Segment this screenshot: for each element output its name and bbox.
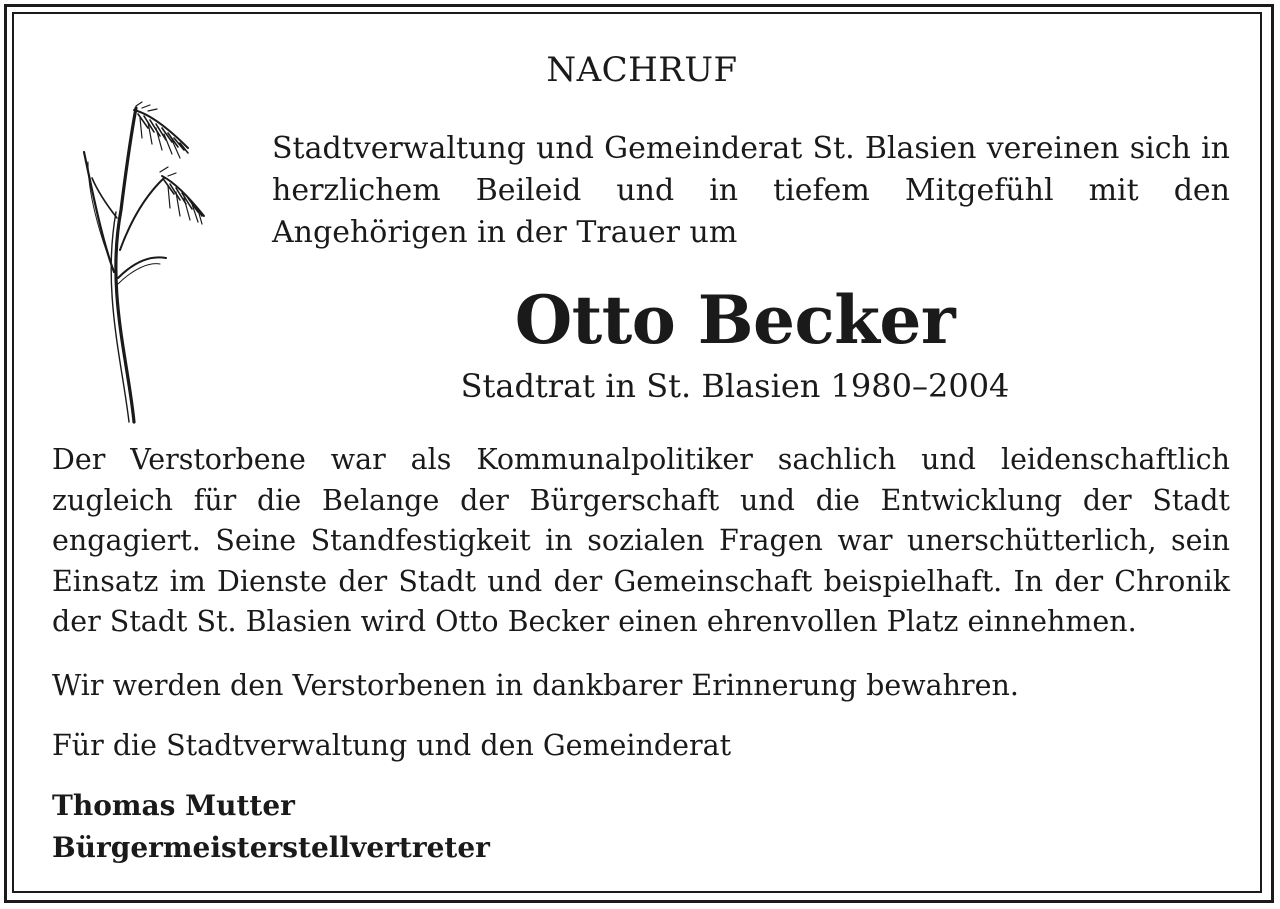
deceased-role: Stadtrat in St. Blasien 1980–2004: [460, 367, 1010, 405]
condolence-intro: Stadtverwaltung und Gemeinderat St. Blasien vereinen sich in herzlichem Beileid und in tiefem Mitgefühl mit den Angehörigen in der Trauer um: [272, 131, 1230, 250]
on-behalf-line: Für die Stadtverwaltung und den Gemeinderat: [52, 729, 732, 762]
signer-title: Bürgermeisterstellvertreter: [52, 831, 490, 864]
closing-line: Wir werden den Verstorbenen in dankbarer Erinnerung bewahren.: [52, 669, 1019, 702]
grass-stalk-icon: [76, 100, 221, 425]
deceased-name: Otto Becker: [514, 281, 956, 359]
tribute-paragraph: Der Verstorbene war als Kommunalpolitiker sachlich und leidenschaftlich zugleich für die Belange der Bürgerschaft und die Entwicklung der Stadt engagiert. Seine Standfestigkeit in sozialen Fragen war unerschütterlich, sein Einsatz im Dienste der Stadt und der Gemeinschaft beispielhaft. In der Chronik der Stadt St. Blasien wird Otto Becker einen ehrenvollen Platz einnehmen.: [52, 443, 1230, 638]
signer-name: Thomas Mutter: [52, 789, 295, 822]
notice-heading: NACHRUF: [546, 50, 738, 90]
